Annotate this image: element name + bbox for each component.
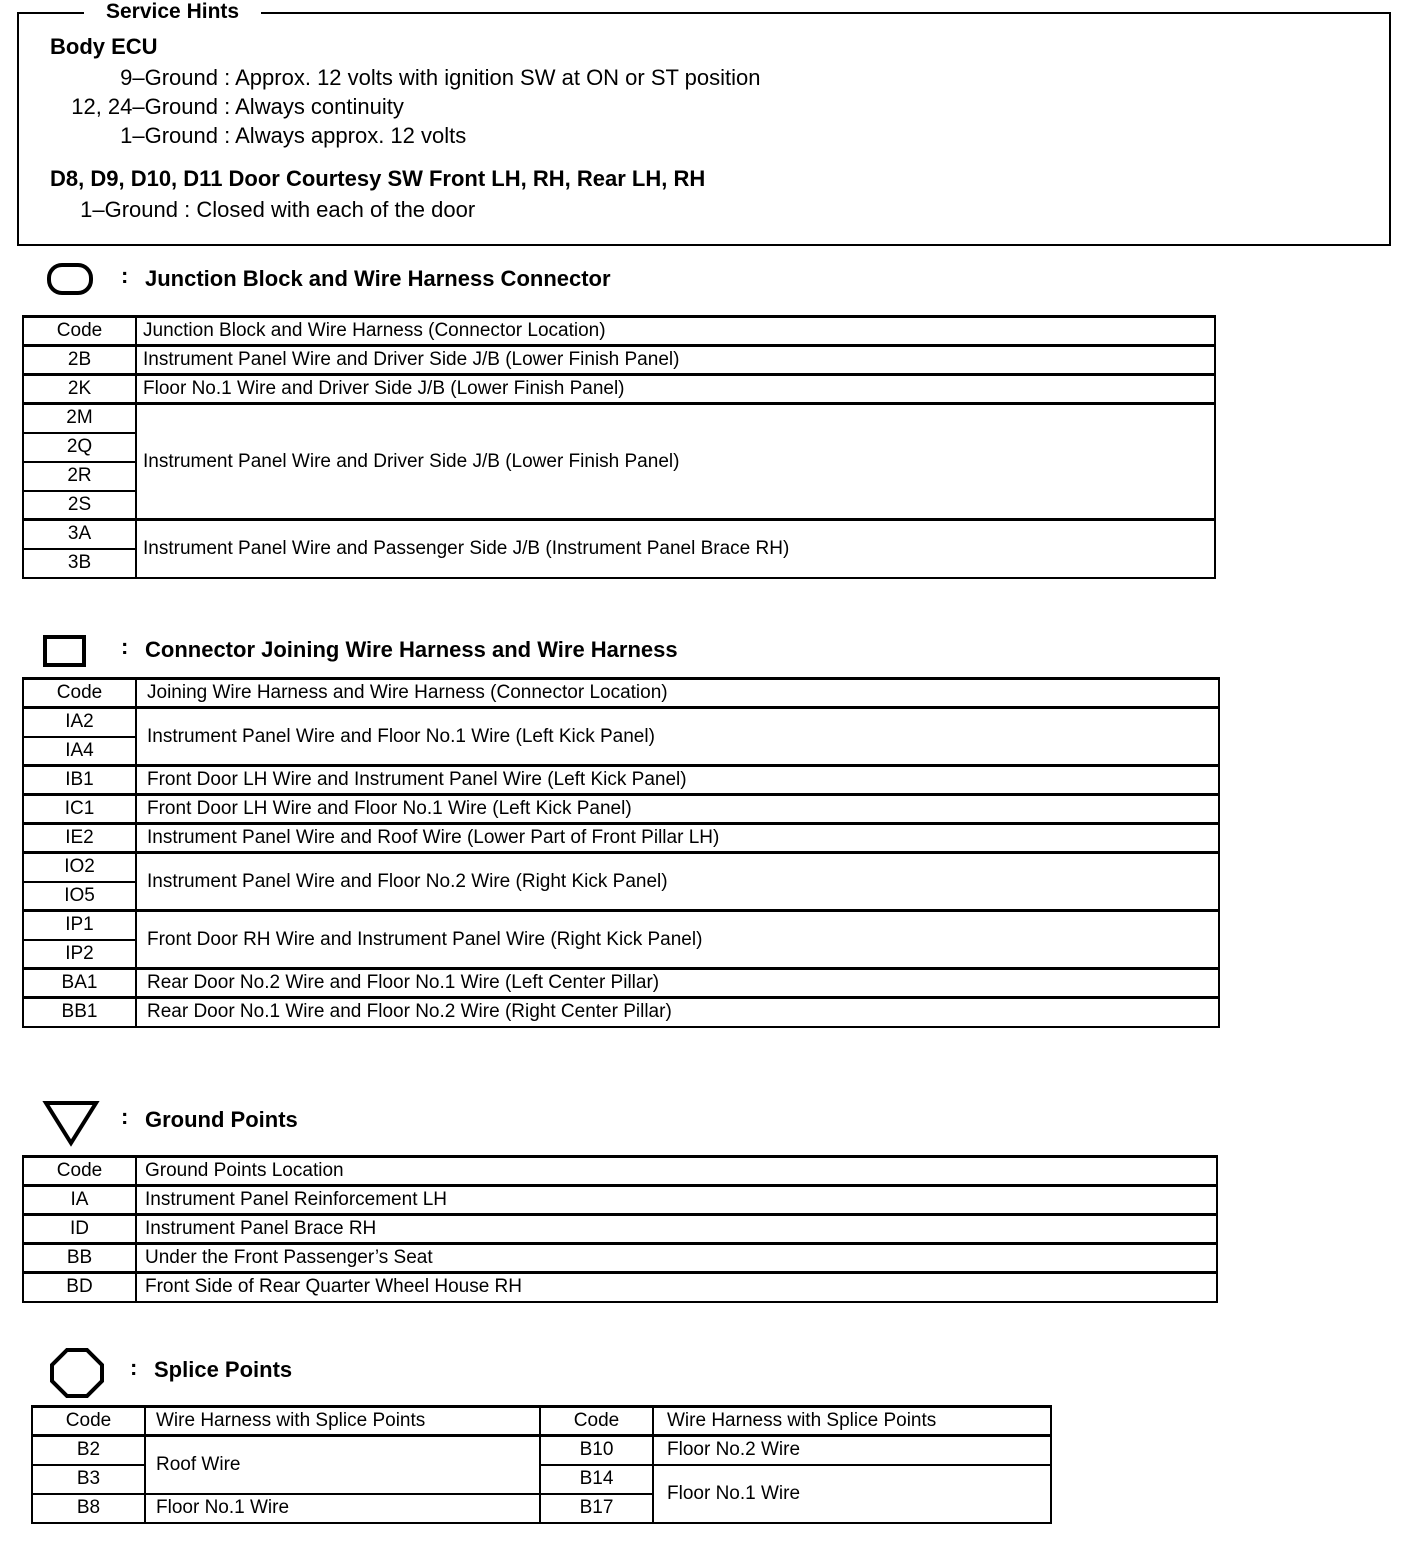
body-ecu-heading: Body ECU (50, 34, 158, 59)
door-sw-line (50, 197, 475, 223)
code-cell: 2K (23, 375, 136, 404)
junction-section-title: Junction Block and Wire Harness Connector (145, 266, 611, 291)
code-cell: 2S (23, 491, 136, 520)
code-cell: BA1 (23, 969, 136, 998)
hint-value: : Always approx. 12 volts (224, 123, 467, 148)
code-cell: 2R (23, 462, 136, 491)
table-row (23, 520, 1215, 549)
service-hints-title: Service Hints (84, 0, 261, 24)
desc-cell: Rear Door No.2 Wire and Floor No.1 Wire (Left Center Pillar) (136, 969, 1219, 998)
connector-section-title: Connector Joining Wire Harness and Wire Harness (145, 637, 678, 662)
desc-cell: Instrument Panel Wire and Driver Side J/B (Lower Finish Panel) (136, 346, 1215, 375)
downward-triangle-icon (42, 1099, 100, 1149)
code-cell: IP2 (23, 940, 136, 969)
code-cell: B8 (32, 1494, 145, 1523)
desc-cell: Front Door RH Wire and Instrument Panel Wire (Right Kick Panel) (136, 911, 1219, 969)
code-cell: IO5 (23, 882, 136, 911)
desc-cell: Front Door LH Wire and Instrument Panel Wire (Left Kick Panel) (136, 766, 1219, 795)
desc-cell: Under the Front Passenger’s Seat (136, 1244, 1217, 1273)
connector-table (22, 677, 1220, 1028)
table-row (32, 1436, 1051, 1465)
table-row (23, 404, 1215, 433)
rounded-rectangle-icon (46, 262, 94, 298)
code-cell: IA2 (23, 708, 136, 737)
code-cell: 3B (23, 549, 136, 578)
hint-value: : Always continuity (224, 94, 404, 119)
code-cell: B2 (32, 1436, 145, 1465)
hint-key: 12, 24–Ground (71, 94, 218, 119)
desc-cell: Floor No.1 Wire (653, 1465, 1051, 1523)
hint-key: 1–Ground (80, 197, 178, 222)
desc-cell: Roof Wire (145, 1436, 540, 1494)
code-cell: IB1 (23, 766, 136, 795)
desc-cell: Instrument Panel Wire and Floor No.1 Wire (Left Kick Panel) (136, 708, 1219, 766)
desc-cell: Instrument Panel Wire and Floor No.2 Wire (Right Kick Panel) (136, 853, 1219, 911)
code-cell: B17 (540, 1494, 653, 1523)
code-cell: BB (23, 1244, 136, 1273)
hint-key: 1–Ground (120, 123, 218, 148)
colon: : (121, 634, 129, 659)
table-header-row (32, 1407, 1051, 1436)
colon: : (121, 263, 129, 288)
table-row (23, 375, 1215, 404)
table-row (23, 1186, 1217, 1215)
splice-section-title: Splice Points (154, 1357, 293, 1382)
code-cell: IC1 (23, 795, 136, 824)
code-cell: B10 (540, 1436, 653, 1465)
table-row (23, 824, 1219, 853)
header-desc: Joining Wire Harness and Wire Harness (Connector Location) (136, 679, 1219, 708)
table-row (23, 1215, 1217, 1244)
colon: : (130, 1355, 138, 1380)
ground-table (22, 1155, 1218, 1303)
code-cell: IE2 (23, 824, 136, 853)
desc-cell: Instrument Panel Wire and Roof Wire (Lower Part of Front Pillar LH) (136, 824, 1219, 853)
body-ecu-line (50, 65, 761, 91)
door-sw-heading: D8, D9, D10, D11 Door Courtesy SW Front LH, RH, Rear LH, RH (50, 166, 706, 191)
code-cell: ID (23, 1215, 136, 1244)
table-row (23, 853, 1219, 882)
body-ecu-line (50, 123, 466, 149)
code-cell: 2M (23, 404, 136, 433)
code-cell: IO2 (23, 853, 136, 882)
desc-cell: Front Door LH Wire and Floor No.1 Wire (Left Kick Panel) (136, 795, 1219, 824)
desc-cell: Front Side of Rear Quarter Wheel House RH (136, 1273, 1217, 1302)
hint-key: 9–Ground (120, 65, 218, 90)
table-header-row (23, 679, 1219, 708)
header-code: Code (23, 317, 136, 346)
header-code: Code (23, 679, 136, 708)
header-code: Code (540, 1407, 653, 1436)
table-row (23, 911, 1219, 940)
rectangle-icon (42, 634, 90, 670)
header-desc: Junction Block and Wire Harness (Connector Location) (136, 317, 1215, 346)
code-cell: BD (23, 1273, 136, 1302)
desc-cell: Instrument Panel Reinforcement LH (136, 1186, 1217, 1215)
ground-section-title: Ground Points (145, 1107, 298, 1132)
table-row (23, 998, 1219, 1027)
body-ecu-line (50, 94, 404, 120)
code-cell: IP1 (23, 911, 136, 940)
code-cell: 2Q (23, 433, 136, 462)
table-row (23, 969, 1219, 998)
code-cell: 2B (23, 346, 136, 375)
table-row (23, 1244, 1217, 1273)
header-desc: Wire Harness with Splice Points (653, 1407, 1051, 1436)
desc-cell: Floor No.1 Wire and Driver Side J/B (Lower Finish Panel) (136, 375, 1215, 404)
desc-cell: Instrument Panel Wire and Passenger Side J/B (Instrument Panel Brace RH) (136, 520, 1215, 578)
table-row (23, 766, 1219, 795)
code-cell: IA (23, 1186, 136, 1215)
splice-table (31, 1405, 1052, 1524)
table-row (23, 1273, 1217, 1302)
code-cell: B14 (540, 1465, 653, 1494)
header-code: Code (23, 1157, 136, 1186)
desc-cell: Rear Door No.1 Wire and Floor No.2 Wire (Right Center Pillar) (136, 998, 1219, 1027)
desc-cell: Floor No.2 Wire (653, 1436, 1051, 1465)
code-cell: B3 (32, 1465, 145, 1494)
code-cell: IA4 (23, 737, 136, 766)
code-cell: BB1 (23, 998, 136, 1027)
table-header-row (23, 317, 1215, 346)
junction-table (22, 315, 1216, 579)
table-header-row (23, 1157, 1217, 1186)
hint-value: : Closed with each of the door (184, 197, 476, 222)
table-row (23, 708, 1219, 737)
colon: : (121, 1104, 129, 1129)
desc-cell: Instrument Panel Brace RH (136, 1215, 1217, 1244)
table-row (23, 795, 1219, 824)
octagon-icon (48, 1346, 106, 1400)
header-code: Code (32, 1407, 145, 1436)
header-desc: Wire Harness with Splice Points (145, 1407, 540, 1436)
code-cell: 3A (23, 520, 136, 549)
hint-value: : Approx. 12 volts with ignition SW at ON or ST position (224, 65, 761, 90)
table-row (23, 346, 1215, 375)
desc-cell: Floor No.1 Wire (145, 1494, 540, 1523)
desc-cell: Instrument Panel Wire and Driver Side J/B (Lower Finish Panel) (136, 404, 1215, 520)
header-desc: Ground Points Location (136, 1157, 1217, 1186)
